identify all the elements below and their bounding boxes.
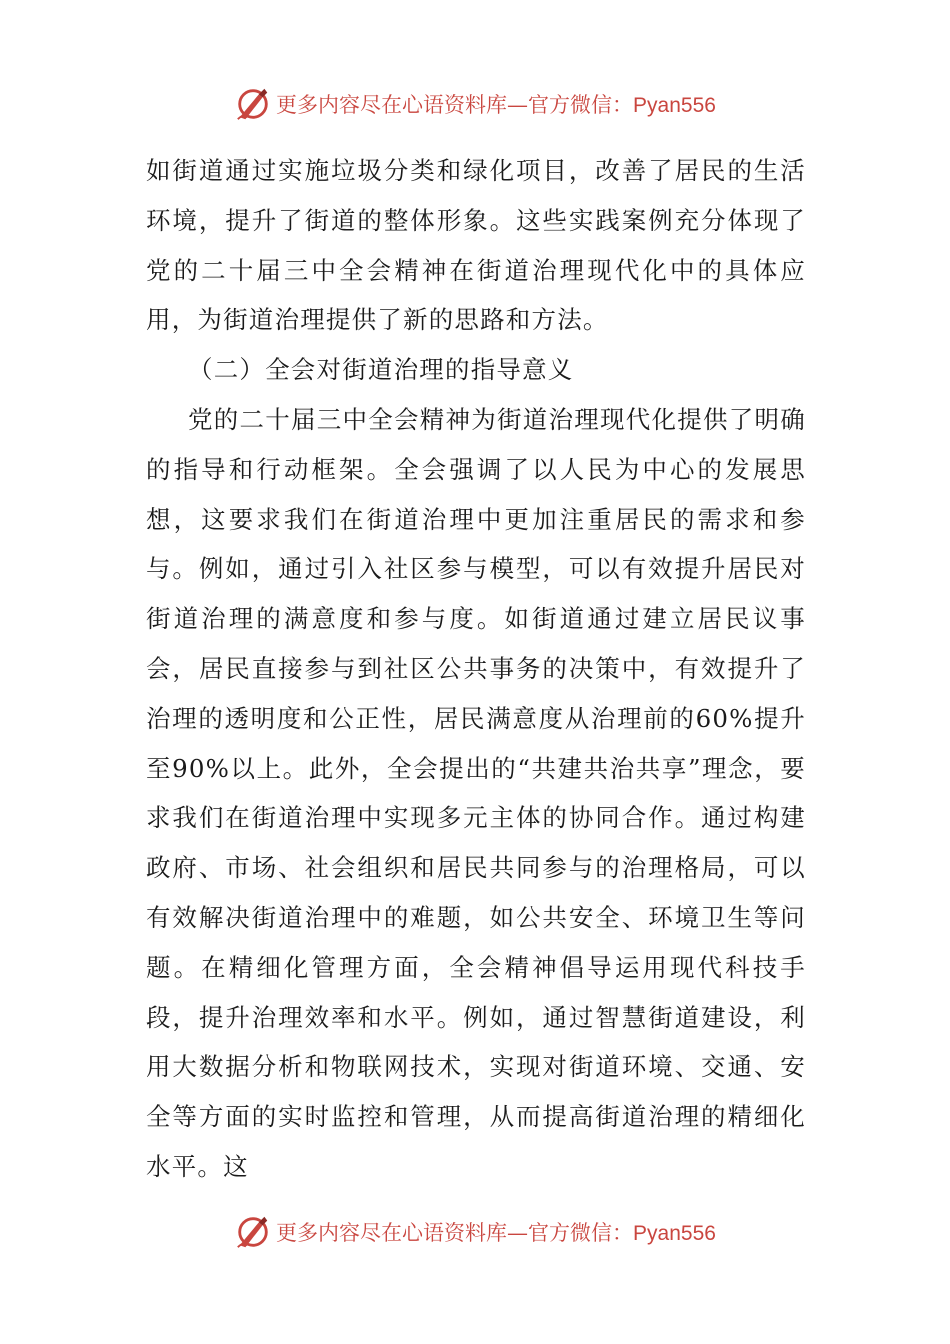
- banner-label: 更多内容尽在心语资料库—官方微信：: [276, 93, 634, 117]
- paragraph-1: 如街道通过实施垃圾分类和绿化项目，改善了居民的生活环境，提升了街道的整体形象。这些实践案例充分体现了党的二十届三中全会精神在街道治理现代化中的具体应用，为街道治理提供了新的思路和方法。: [146, 156, 806, 335]
- banner-text: [276, 1217, 716, 1247]
- document-body: [146, 146, 806, 1192]
- section-heading: （二）全会对街道治理的指导意义: [188, 355, 574, 385]
- wechat-id: Pyan556: [633, 1222, 716, 1245]
- banner-text: [276, 89, 716, 119]
- pen-circle-logo-icon: [234, 1213, 272, 1251]
- paragraph-2: 党的二十届三中全会精神为街道治理现代化提供了明确的指导和行动框架。全会强调了以人民为中心的发展思想，这要求我们在街道治理中更加注重居民的需求和参与。例如，通过引入社区参与模型，可以有效提升居民对街道治理的满意度和参与度。如街道通过建立居民议事会，居民直接参与到社区公共事务的决策中，有效提升了治理的透明度和公正性，居民满意度从治理前的60%提升至90%以上。此外，全会提出的“共建共治共享”理念，要求我们在街道治理中实现多元主体的协同合作。通过构建政府、市场、社会组织和居民共同参与的治理格局，可以有效解决街道治理中的难题，如公共安全、环境卫生等问题。在精细化管理方面，全会精神倡导运用现代科技手段，提升治理效率和水平。例如，通过智慧街道建设，利用大数据分析和物联网技术，实现对街道环境、交通、安全等方面的实时监控和管理，从而提高街道治理的精细化水平。这: [146, 404, 806, 1181]
- footer-banner: [0, 1210, 950, 1254]
- pen-circle-logo-icon: [234, 85, 272, 123]
- wechat-id: Pyan556: [633, 94, 716, 117]
- header-banner: [0, 82, 950, 126]
- banner-label: 更多内容尽在心语资料库—官方微信：: [276, 1221, 634, 1245]
